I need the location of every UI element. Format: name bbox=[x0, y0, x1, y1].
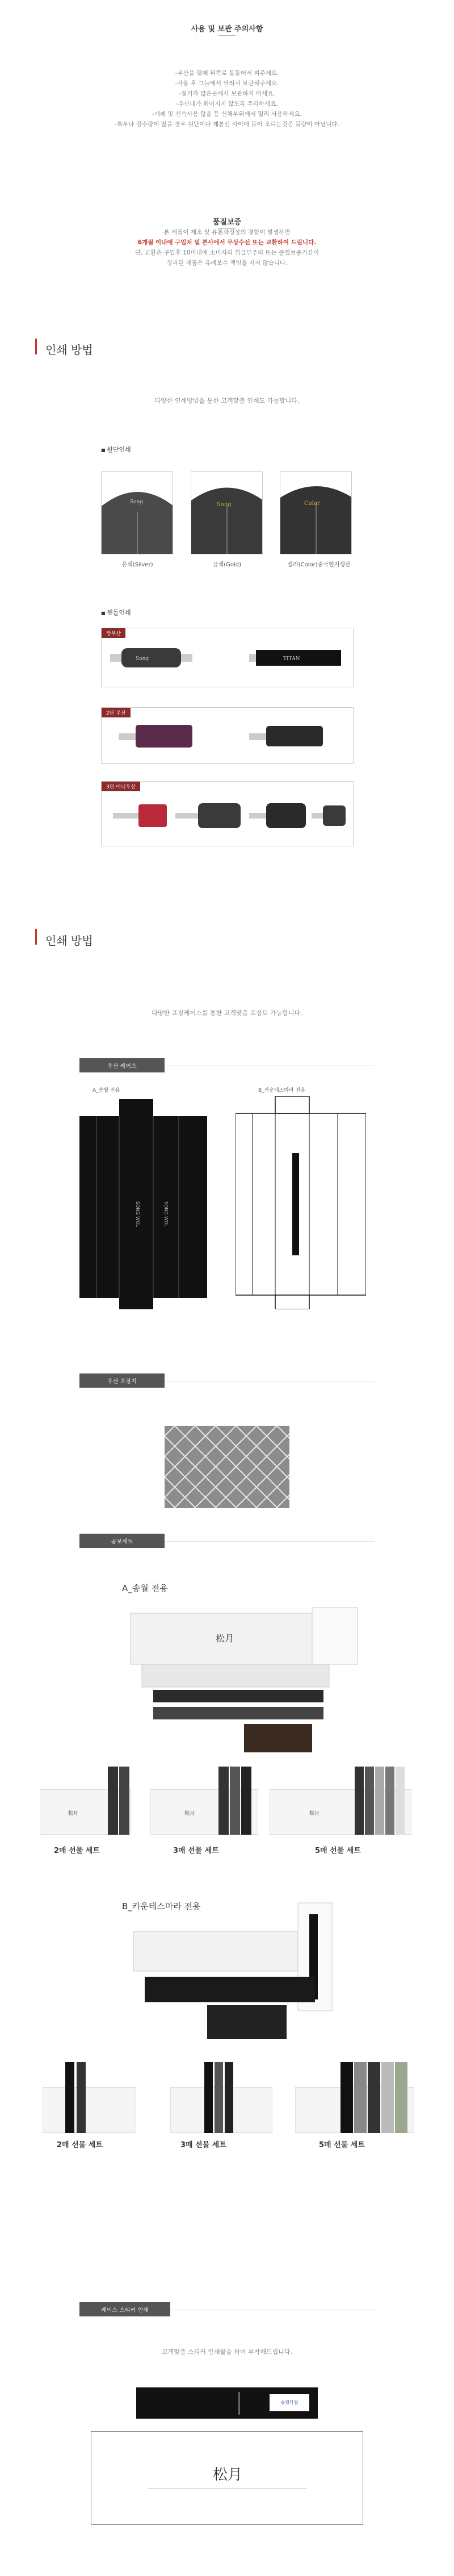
handle-box-long bbox=[101, 628, 354, 687]
fabric-print-label: ■ 원단인쇄 bbox=[101, 445, 131, 454]
svg-text:Song: Song bbox=[130, 499, 144, 505]
gift-a-set-image bbox=[270, 1767, 411, 1835]
gift-a-set-label: 2매 선물 세트 bbox=[54, 1847, 100, 1855]
quality-text bbox=[0, 227, 454, 268]
care-line: -개폐 및 신속사용 않을 등 신체부위에서 멀리 사용하세요. bbox=[152, 111, 302, 118]
svg-text:TITAN: TITAN bbox=[283, 656, 300, 662]
wrap-pattern bbox=[165, 1426, 289, 1508]
gift-a-label: A_송월 전용 bbox=[122, 1583, 168, 1593]
fabric-caption-silver: 은색(Silver) bbox=[121, 562, 153, 568]
case-b-label: B_카운테스마라 전용 bbox=[258, 1088, 306, 1093]
sticker-black-strip bbox=[136, 2387, 318, 2419]
care-line: -우산을 펼때 위쪽로 돌돌어서 펴주세요. bbox=[175, 70, 279, 77]
svg-text:SONG WOL: SONG WOL bbox=[163, 1201, 169, 1227]
fabric-caption-gold: 금색(Gold) bbox=[212, 562, 242, 568]
gift-b-set-label: 2매 선물 세트 bbox=[57, 2141, 103, 2149]
handle-box-3fold bbox=[101, 781, 354, 846]
care-line: -특우나 강수량이 많을 경우 원단이나 제봉선 사이에 물이 조르는것은 불량이 아닙니다. bbox=[115, 121, 339, 128]
quality-line-1: 본 제품이 제조 및 유통과정상의 결함이 발생하면 bbox=[163, 229, 291, 236]
handle-box-2fold bbox=[101, 707, 354, 764]
sticker-desc: 고객맞춤 스티커 인쇄물을 하여 부착해드립니다. bbox=[161, 2348, 292, 2356]
fabric-color-image bbox=[280, 471, 352, 554]
gift-b-set-label: 3매 선물 세트 bbox=[180, 2141, 226, 2149]
care-line: -젖기가 많은곳에서 보관하지 마세요. bbox=[179, 90, 275, 97]
svg-text:SONG WOL: SONG WOL bbox=[135, 1201, 140, 1227]
wrap-tag: 우산 포장지 bbox=[79, 1373, 165, 1388]
packaging-heading: 인쇄 방법 bbox=[45, 934, 93, 947]
sticker-white-box bbox=[91, 2431, 363, 2525]
gift-a-set-label: 3매 선물 세트 bbox=[173, 1847, 219, 1855]
heading-bar bbox=[35, 339, 37, 354]
print-method-desc: 다양한 인쇄방법을 통한 고객맞춤 인쇄도 가능합니다. bbox=[154, 397, 300, 404]
case-b-dieline bbox=[236, 1096, 366, 1309]
sticker-brand-mark: 松月 bbox=[212, 2466, 242, 2483]
sticker-label: 송월타월 bbox=[270, 2394, 309, 2411]
gift-b-set-label: 5매 선물 세트 bbox=[319, 2141, 365, 2149]
svg-text:松月: 松月 bbox=[216, 1633, 234, 1644]
handle-box-tag: 장우산 bbox=[102, 628, 125, 638]
gift-a-set-image bbox=[150, 1767, 258, 1835]
care-title: 사용 및 보관 주의사항 bbox=[191, 25, 263, 34]
care-text bbox=[0, 68, 454, 130]
case-a-dieline bbox=[79, 1099, 207, 1309]
sticker-tag: 케이스 스티커 인쇄 bbox=[79, 2302, 170, 2316]
gift-b-set-image bbox=[43, 2062, 136, 2133]
quality-line-4: 경과된 제품은 유례보수 책임을 지지 않습니다. bbox=[166, 260, 288, 266]
gift-b-set-image bbox=[170, 2062, 272, 2133]
svg-text:Song: Song bbox=[217, 502, 232, 508]
fabric-caption-color: 컬러(Color)중국현지생산 bbox=[287, 562, 351, 568]
gift-a-hero-image bbox=[119, 1596, 363, 1761]
heading-bar bbox=[35, 929, 37, 945]
gift-a-set-image bbox=[40, 1767, 131, 1835]
gift-a-set-label: 5매 선물 세트 bbox=[315, 1847, 361, 1855]
fabric-silver-image bbox=[101, 471, 173, 554]
case-a-label: A_송월 전용 bbox=[93, 1088, 120, 1093]
case-tag: 우산 케이스 bbox=[79, 1058, 165, 1072]
care-line: -사용 후 그늘에서 말려서 보관해주세요. bbox=[175, 80, 279, 87]
print-method-heading: 인쇄 방법 bbox=[45, 343, 93, 357]
tag-line bbox=[165, 1541, 375, 1542]
gift-b-label: B_카운테스마라 전용 bbox=[122, 1901, 201, 1911]
svg-text:Color: Color bbox=[304, 500, 320, 507]
gift-b-set-image bbox=[295, 2062, 414, 2133]
handle-box-tag: 3단 미니우산 bbox=[102, 782, 140, 791]
quality-line-2: 6개월 이내에 구입처 및 본사에서 무상수선 또는 교환하여 드립니다. bbox=[137, 239, 317, 246]
fabric-gold-image bbox=[191, 471, 263, 554]
gift-tag: 공보세트 bbox=[79, 1534, 165, 1548]
packaging-desc: 다양한 포장케이스를 통한 고객맞춤 포장도 가능합니다. bbox=[152, 1009, 302, 1017]
gift-b-hero-image bbox=[122, 1892, 360, 2045]
sticker-divider bbox=[238, 2392, 240, 2415]
quality-line-3: 단, 교환은 구입후 10이내에 소비자의 취급부주의 또는 졸업보증기간이 bbox=[134, 249, 320, 256]
svg-text:Song: Song bbox=[136, 656, 149, 662]
svg-text:松月: 松月 bbox=[309, 1811, 320, 1817]
care-line: -우산대가 휘어지지 않도록 주의하세요. bbox=[176, 101, 278, 107]
care-divider bbox=[218, 35, 236, 36]
svg-text:松月: 松月 bbox=[184, 1811, 195, 1817]
quality-title: 품질보증 bbox=[212, 218, 242, 227]
svg-text:松月: 松月 bbox=[68, 1811, 79, 1817]
handle-box-tag: 2단 우산 bbox=[102, 708, 131, 717]
handle-print-label: ■ 핸들인쇄 bbox=[101, 608, 131, 617]
